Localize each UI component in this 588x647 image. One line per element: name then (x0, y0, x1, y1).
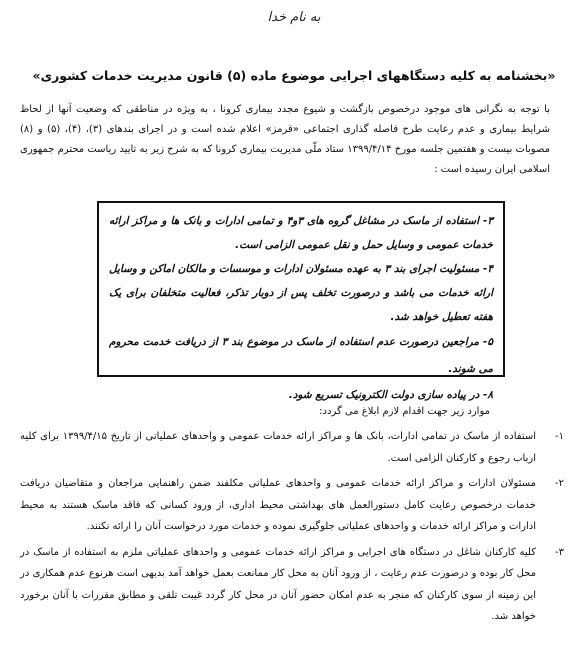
list-item-number: ۱- (555, 431, 564, 442)
list-item (20, 473, 568, 538)
boxed-item: ۳- استفاده از ماسک در مشاغل گروه های ۳و۴ و تمامی ادارات و بانک ها و مراکز ارائه خدمات عمومی و وسایل حمل و نقل عمومی الزامی است. (109, 215, 493, 251)
list-item-text: استفاده از ماسک در تمامی ادارات، بانک ها و مراکز ارائه خدمات عمومی و واحدهای عملیاتی از تاریخ ۱۳۹۹/۴/۱۵ برای کلیه ارباب رجوع و کارکنان الزامی است. (20, 431, 536, 464)
boxed-item: ۵- مراجعین درصورت عدم استفاده از ماسک در موضوع بند ۳ از دریافت خدمت محروم می شوند. (109, 336, 493, 375)
list-item-text: مسئولان ادارات و مراکز ارائه خدمات عمومی و واحدهای عملیاتی مکلفند ضمن راهنمایی مراجعان و متقاضیان دریافت خدمات درخصوص رعایت کامل دستورالعمل های بهداشتی محیط اداری، از ورود کسانی که فاقد ماسک هستند به محیط ادارات و مراکز ارائه خدمات و واحدهای عملیاتی جلوگیری نموده و خدمات مورد درخواست آنان را ارائه نکنند. (20, 478, 536, 532)
intro-paragraph: با توجه به نگرانی های موجود درخصوص بازگشت و شیوع مجدد بیماری کرونا ، به ویژه در مناطقی که وضعیت آنها از لحاظ شرایط بیماری و عدم رعایت طرح فاصله گذاری اجتماعی «قرمز» اعلام شده است و در اجرای بندهای (۳)، (۴)، (۵) و (۸) مصوبات بیست و هفتمین جلسه مورخ ۱۳۹۹/۴/۱۴ ستاد ملّی مدیریت بیماری کرونا که به شرح زیر به تایید ریاست محترم جمهوری اسلامی ایران رسیده است : (20, 104, 550, 175)
list-item (20, 542, 568, 628)
list-item-number: ۳- (555, 546, 564, 558)
boxed-item: ۸- در پیاده سازی دولت الکترونیک تسریع شود. (288, 389, 493, 401)
boxed-item: ۴- مسئولیت اجرای بند ۳ به عهده مسئولان ادارات و موسسات و مالکان اماکن و وسایل ارائه خدمات می باشد و درصورت تخلف پس از دوبار تذکر، فعالیت متخلفان برای یک هفته تعطیل خواهد شد. (109, 263, 493, 323)
basmala-heading: به نام خدا (267, 10, 321, 25)
resolutions-box (97, 201, 505, 401)
list-item-text: کلیه کارکنان شاغل در دستگاه های اجرایی و مراکز ارائه خدمات عمومی و واحدهای عملیاتی ملزم به استفاده از ماسک در محل کار بوده و درصورت عدم رعایت ، از ورود آنان به محل کار ممانعت بعمل خواهد آمد بدیهی است هرنوع عدم همکاری در این زمینه از سوی کارکنان که منجر به عدم امکان حضور آنان در محل کار گردد غیبت تلقی و مطابق مقررات با آنان برخورد خواهد شد. (20, 546, 536, 622)
list-item (20, 426, 568, 469)
list-item-number: ۲- (555, 478, 564, 489)
document-title: «بخشنامه به کلیه دستگاههای اجرایی موضوع ماده (۵) قانون مدیریت خدمات کشوری» (32, 68, 556, 83)
directive-lead: موارد زیر جهت اقدام لازم ابلاغ می گردد: (319, 406, 490, 417)
directive-list (20, 426, 568, 632)
